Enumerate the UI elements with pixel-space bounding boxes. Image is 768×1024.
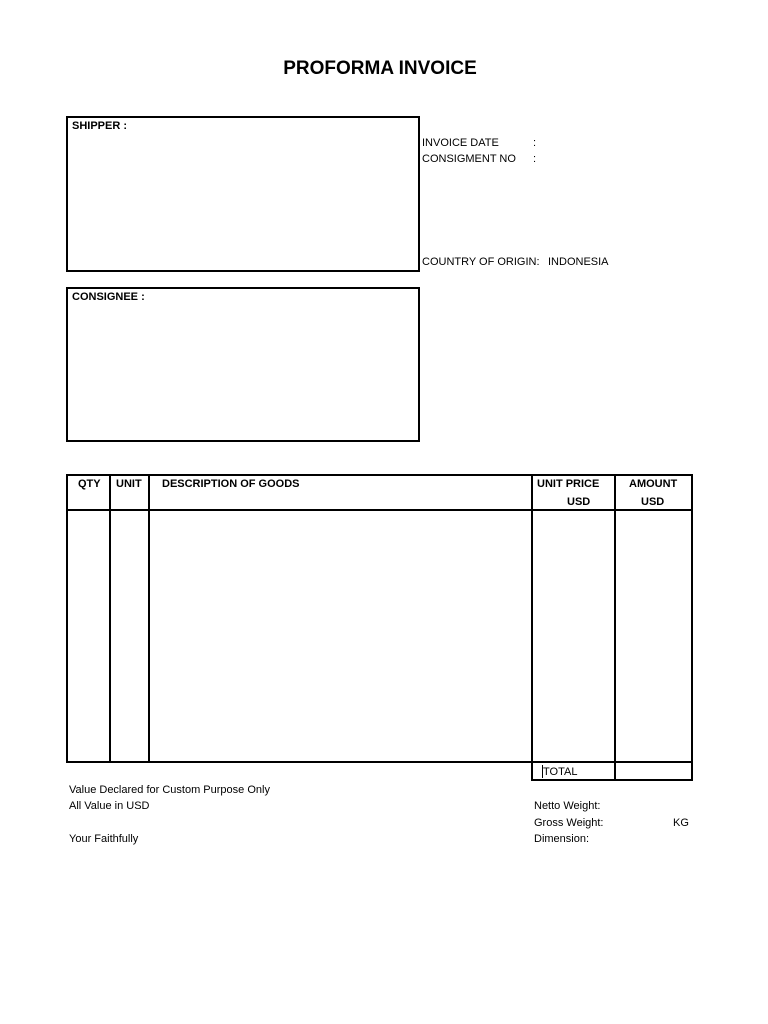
consignment-label: CONSIGMENT NO [422, 153, 516, 165]
consignee-box [66, 287, 420, 442]
gross-weight-unit: KG [673, 817, 689, 829]
col-divider-qty [109, 474, 111, 763]
col-header-unit-price-currency: USD [567, 496, 591, 508]
all-value-note: All Value in USD [69, 800, 150, 812]
table-header-divider [66, 509, 693, 511]
shipper-label: SHIPPER : [72, 120, 128, 132]
col-divider-desc [531, 474, 533, 781]
total-row-right [691, 761, 693, 781]
col-header-unit: UNIT [116, 478, 142, 490]
total-label: TOTAL [543, 766, 578, 778]
col-header-description: DESCRIPTION OF GOODS [162, 478, 300, 490]
col-divider-price [614, 474, 616, 781]
faithfully-note: Your Faithfully [69, 833, 139, 845]
country-origin-label: COUNTRY OF ORIGIN: [422, 256, 540, 268]
col-header-qty: QTY [78, 478, 101, 490]
col-divider-unit [148, 474, 150, 763]
gross-weight-label: Gross Weight: [534, 817, 604, 829]
col-header-amount-currency: USD [641, 496, 665, 508]
dimension-label: Dimension: [534, 833, 590, 845]
goods-table [66, 474, 693, 763]
invoice-date-label: INVOICE DATE [422, 137, 499, 149]
page-title: PROFORMA INVOICE [283, 58, 477, 79]
consignment-colon: : [533, 153, 537, 165]
col-header-unit-price: UNIT PRICE [537, 478, 600, 490]
declared-note: Value Declared for Custom Purpose Only [69, 784, 270, 796]
consignee-label: CONSIGNEE : [72, 291, 145, 303]
shipper-box [66, 116, 420, 272]
invoice-date-colon: : [533, 137, 537, 149]
netto-weight-label: Netto Weight: [534, 800, 601, 812]
country-origin-value: INDONESIA [548, 256, 609, 268]
total-row-bottom [531, 779, 693, 781]
col-header-amount: AMOUNT [629, 478, 678, 490]
